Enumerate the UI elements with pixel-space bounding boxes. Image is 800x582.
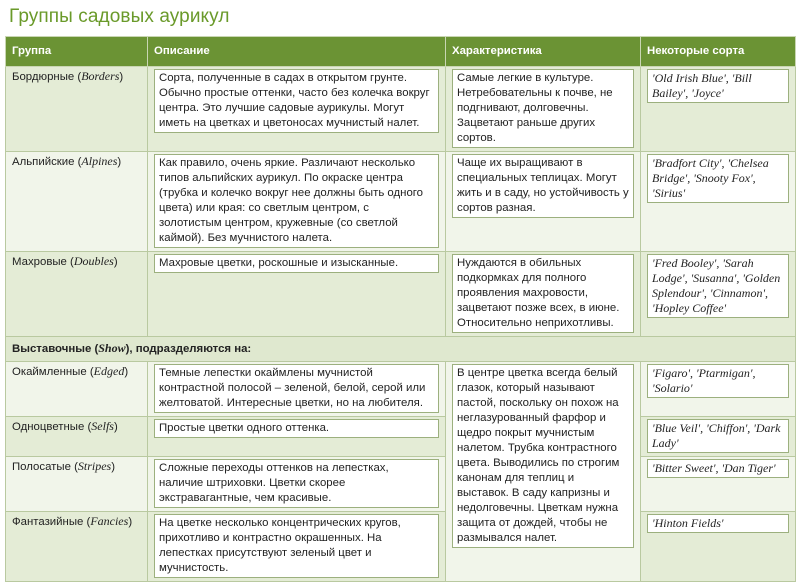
description-cell: Махровые цветки, роскошные и изысканные. bbox=[148, 252, 446, 337]
characteristic-cell: Чаще их выращивают в специальных теплицах. Могут жить и в саду, но устойчивость у сортов разная. bbox=[446, 152, 641, 252]
group-cell: Окаймленные (Edged) bbox=[6, 362, 148, 417]
characteristic-cell: Самые легкие в культуре. Нетребовательны к почве, не подгнивают, долговечны. Зацветают раньше других сортов. bbox=[446, 67, 641, 152]
table-row bbox=[6, 362, 796, 417]
description-cell: Сложные переходы оттенков на лепестках, наличие штриховки. Цветки скорее экстравагантные, чем красивые. bbox=[148, 457, 446, 512]
sorts-cell: 'Blue Veil', 'Chiffon', 'Dark Lady' bbox=[641, 417, 796, 457]
description-cell: На цветке несколько концентрических кругов, прихотливо и контрастно окрашенных. На лепестках присутствуют зеленый цвет и мучнистость. bbox=[148, 512, 446, 582]
auricula-groups-table bbox=[5, 36, 796, 582]
sorts-cell: 'Old Irish Blue', 'Bill Bailey', 'Joyce' bbox=[641, 67, 796, 152]
sorts-cell: 'Fred Booley', 'Sarah Lodge', 'Susanna', 'Golden Splendour', 'Cinnamon', 'Hopley Coffee' bbox=[641, 252, 796, 337]
group-cell: Альпийские (Alpines) bbox=[6, 152, 148, 252]
sorts-cell: 'Bradfort City', 'Chelsea Bridge', 'Snooty Fox', 'Sirius' bbox=[641, 152, 796, 252]
sorts-cell: 'Bitter Sweet', 'Dan Tiger' bbox=[641, 457, 796, 512]
header-description: Описание bbox=[148, 37, 446, 67]
description-cell: Как правило, очень яркие. Различают несколько типов альпийских аурикул. По окраске центра (трубка и колечко вокруг нее должны быть одного цвета) или края: со светлым центром, с золотистым центром, кружевные (со светлой каймой). Без мучнистого налета. bbox=[148, 152, 446, 252]
table-row bbox=[6, 67, 796, 152]
group-cell: Одноцветные (Selfs) bbox=[6, 417, 148, 457]
page-title: Группы садовых аурикул bbox=[9, 6, 230, 27]
group-cell: Фантазийные (Fancies) bbox=[6, 512, 148, 582]
table-row bbox=[6, 152, 796, 252]
characteristic-cell: В центре цветка всегда белый глазок, который называют пастой, поскольку он похож на неглазурованный фарфор и щедро покрыт мучнистым налетом. Трубка контрастного цвета. Выводились по строгим канонам для теплиц и выставок. В саду капризны и недолговечны. Цветкам нужна защита от дождей, чтобы не размывался налет. bbox=[446, 362, 641, 582]
characteristic-cell: Нуждаются в обильных подкормках для полного проявления махровости, зацветают позже всех, в июне. Относительно неприхотливы. bbox=[446, 252, 641, 337]
table-row bbox=[6, 457, 796, 512]
description-cell: Простые цветки одного оттенка. bbox=[148, 417, 446, 457]
table-row bbox=[6, 417, 796, 457]
description-cell: Сорта, полученные в садах в открытом грунте. Обычно простые оттенки, часто без колечка вокруг центра. Это лучшие садовые аурикулы. Могут иметь на цветках и цветоносах мучнистый налет. bbox=[148, 67, 446, 152]
header-characteristic: Характеристика bbox=[446, 37, 641, 67]
table-row bbox=[6, 512, 796, 582]
sorts-cell: 'Hinton Fields' bbox=[641, 512, 796, 582]
header-sorts: Некоторые сорта bbox=[641, 37, 796, 67]
section-row bbox=[6, 337, 796, 362]
header-group: Группа bbox=[6, 37, 148, 67]
description-cell: Темные лепестки окаймлены мучнистой контрастной полосой – зеленой, белой, серой или желтоватой. Интересные цветки, но на любителя. bbox=[148, 362, 446, 417]
sorts-cell: 'Figaro', 'Ptarmigan', 'Solario' bbox=[641, 362, 796, 417]
header-row bbox=[6, 37, 796, 67]
section-label: Выставочные (Show), подразделяются на: bbox=[6, 337, 796, 362]
table-row bbox=[6, 252, 796, 337]
group-cell: Махровые (Doubles) bbox=[6, 252, 148, 337]
group-cell: Бордюрные (Borders) bbox=[6, 67, 148, 152]
group-cell: Полосатые (Stripes) bbox=[6, 457, 148, 512]
